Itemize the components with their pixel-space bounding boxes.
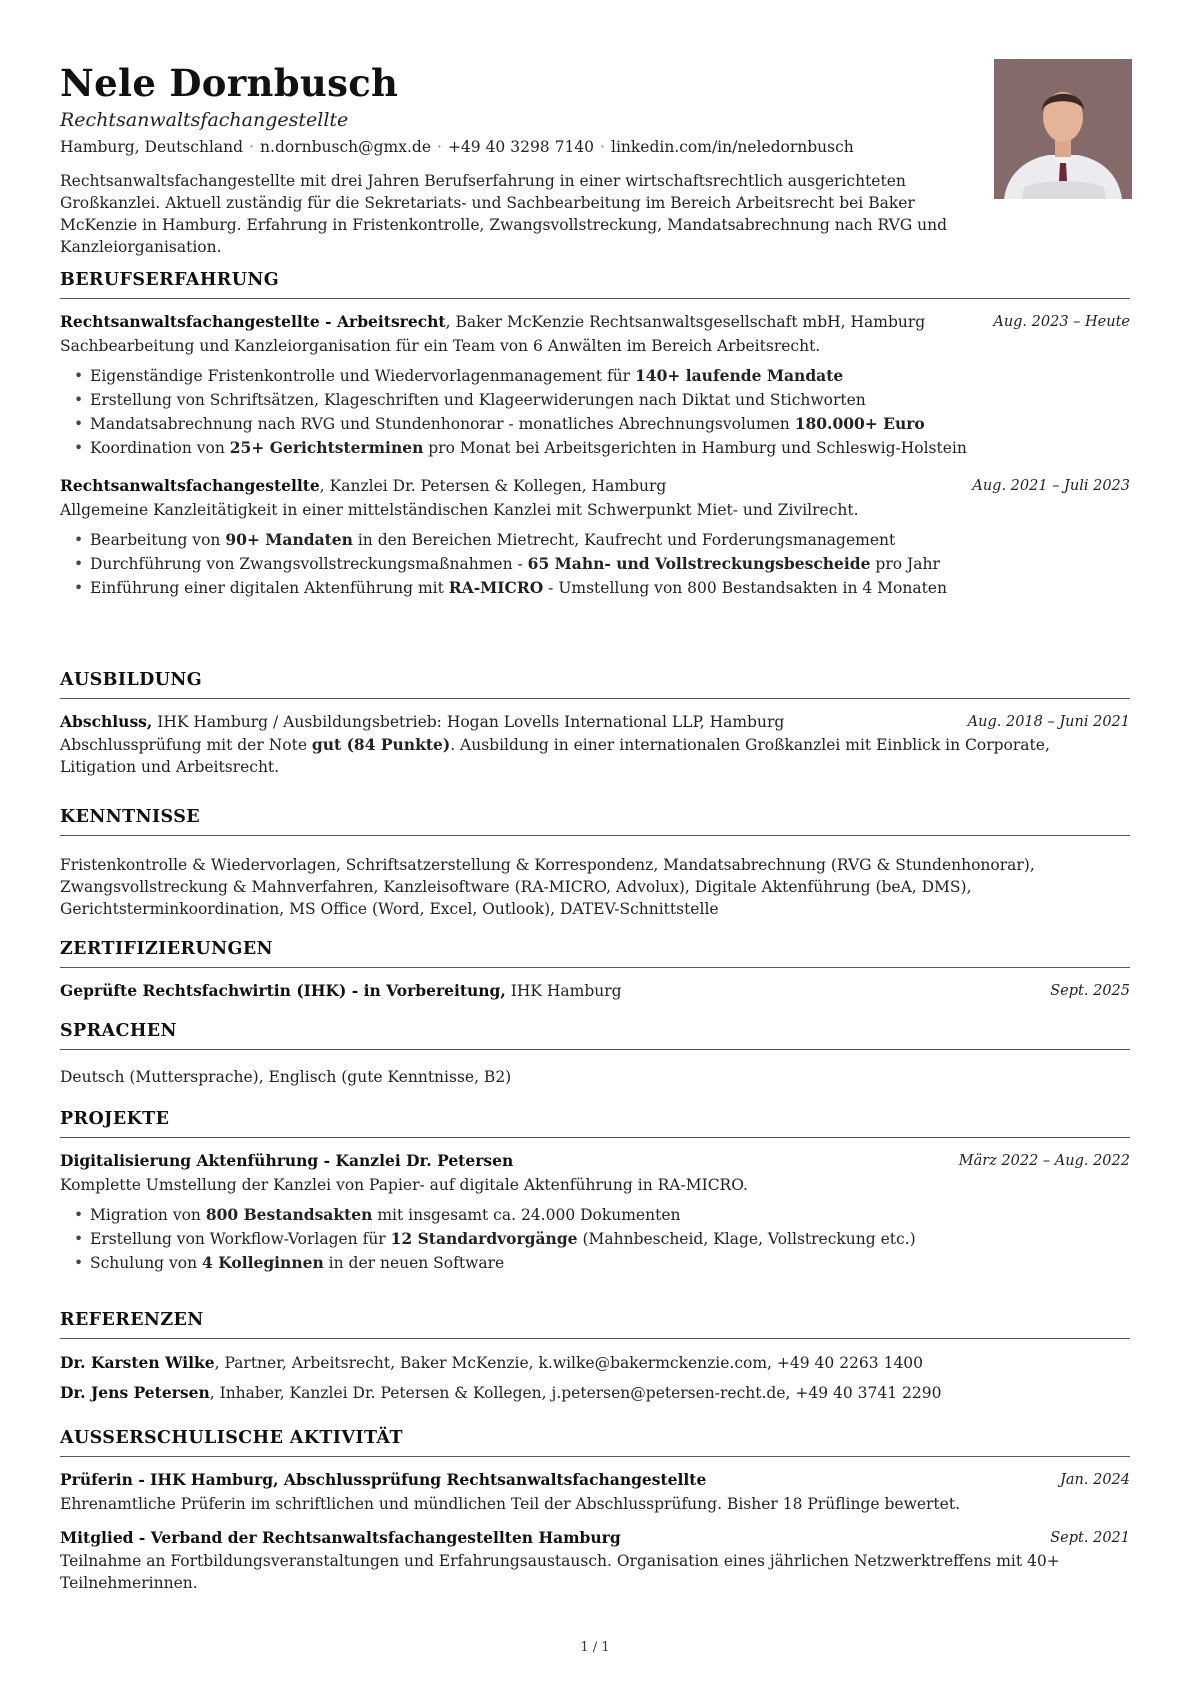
contact-linkedin[interactable]: linkedin.com/in/neledornbusch <box>610 138 854 156</box>
candidate-name: Nele Dornbusch <box>60 61 399 105</box>
job-date: Aug. 2021 – Juli 2023 <box>972 478 1130 494</box>
entry-header <box>60 710 1130 734</box>
job-bullets <box>60 528 1130 600</box>
entry-header <box>60 1526 1130 1550</box>
section-heading: AUSSERSCHULISCHE AKTIVITÄT <box>60 1426 1130 1457</box>
project-title: Digitalisierung Aktenführung - Kanzlei Dr. Petersen <box>60 1151 514 1170</box>
activity-date: Jan. 2024 <box>1060 1472 1130 1488</box>
job-date: Aug. 2023 – Heute <box>993 314 1130 330</box>
profile-photo <box>994 59 1132 199</box>
project-bullets <box>60 1203 1130 1275</box>
education-org: IHK Hamburg / Ausbildungsbetrieb: Hogan Lovells International LLP, Hamburg <box>157 713 785 731</box>
section-references <box>60 1308 1130 1405</box>
activity-role: Prüferin - IHK Hamburg, Abschlussprüfung Rechtsanwaltsfachangestellte <box>60 1470 707 1489</box>
skills-text: Fristenkontrolle & Wiedervorlagen, Schriftsatzerstellung & Korrespondenz, Mandatsabrechnung (RVG & Stundenhonorar), Zwangsvollstreckung & Mahnverfahren, Kanzleisoftware (RA-MICRO, Advolux), Digitale Aktenführung (beA, DMS), Gerichtsterminkoordination, MS Office (Word, Excel, Outlook), DATEV-Schnittstelle <box>60 856 1035 918</box>
section-experience <box>60 268 1130 600</box>
section-projects <box>60 1107 1130 1275</box>
bullet-item: • Migration von 800 Bestandsakten mit insgesamt ca. 24.000 Dokumenten <box>90 1203 1130 1227</box>
job-bullets <box>60 364 1130 460</box>
separator: · <box>437 138 442 156</box>
project-date: März 2022 – Aug. 2022 <box>958 1153 1130 1169</box>
section-activities <box>60 1426 1130 1594</box>
entry-header <box>60 1468 1130 1492</box>
entry-header: Rechtsanwaltsfachangestellte - Arbeitsrecht, Baker McKenzie Rechtsanwaltsgesellschaft mbH, Hamburg Aug. 2023 – Heute <box>60 310 1130 334</box>
certification-name: Geprüfte Rechtsfachwirtin (IHK) - in Vorbereitung, <box>60 981 506 1000</box>
reference-item: Dr. Jens Petersen, Inhaber, Kanzlei Dr. Petersen & Kollegen, j.petersen@petersen-recht.de, +49 40 3741 2290 <box>60 1383 942 1402</box>
section-heading: ZERTIFIZIERUNGEN <box>60 937 1130 968</box>
bullet-item: • Bearbeitung von 90+ Mandaten in den Bereichen Mietrecht, Kaufrecht und Forderungsmanagement <box>90 528 1130 552</box>
section-heading: BERUFSERFAHRUNG <box>60 268 1130 299</box>
section-certifications <box>60 937 1130 1003</box>
job-entry <box>60 310 1130 460</box>
bullet-item: • Mandatsabrechnung nach RVG und Stundenhonorar - monatliches Abrechnungsvolumen 180.000+ Euro <box>90 412 1130 436</box>
bullet-item: • Durchführung von Zwangsvollstreckungsmaßnahmen - 65 Mahn- und Vollstreckungsbescheide pro Jahr <box>90 552 1130 576</box>
entry-header: Rechtsanwaltsfachangestellte, Kanzlei Dr. Petersen & Kollegen, Hamburg Aug. 2021 – Juli 2023 <box>60 474 1130 498</box>
certification-date: Sept. 2025 <box>1050 983 1130 999</box>
contact-phone: +49 40 3298 7140 <box>447 138 595 156</box>
bullet-item: • Erstellung von Schriftsätzen, Klageschriften und Klageerwiderungen nach Diktat und Stichworten <box>90 388 1130 412</box>
job-description: Sachbearbeitung und Kanzleiorganisation für ein Team von 6 Anwälten im Bereich Arbeitsrecht. <box>60 337 821 355</box>
bullet-item: • Koordination von 25+ Gerichtsterminen pro Monat bei Arbeitsgerichten in Hamburg und Schleswig-Holstein <box>90 436 1130 460</box>
languages-text: Deutsch (Muttersprache), Englisch (gute Kenntnisse, B2) <box>60 1068 512 1086</box>
separator: · <box>600 138 605 156</box>
job-entry <box>60 474 1130 600</box>
reference-item: Dr. Karsten Wilke, Partner, Arbeitsrecht, Baker McKenzie, k.wilke@bakermckenzie.com, +49 40 2263 1400 <box>60 1353 924 1372</box>
education-date: Aug. 2018 – Juni 2021 <box>967 714 1130 730</box>
activity-entry <box>60 1468 1130 1516</box>
education-description: Abschlussprüfung mit der Note gut (84 Punkte). Ausbildung in einer internationalen Großkanzlei mit Einblick in Corporate, Litigation und Arbeitsrecht. <box>60 735 1050 776</box>
project-description: Komplette Umstellung der Kanzlei von Papier- auf digitale Aktenführung in RA-MICRO. <box>60 1176 748 1194</box>
bullet-item: • Einführung einer digitalen Aktenführung mit RA-MICRO - Umstellung von 800 Bestandsakten in 4 Monaten <box>90 576 1130 600</box>
separator: · <box>249 138 255 156</box>
section-heading: SPRACHEN <box>60 1019 1130 1050</box>
contact-line <box>60 136 854 158</box>
activity-role: Mitglied - Verband der Rechtsanwaltsfachangestellten Hamburg <box>60 1528 621 1547</box>
bullet-item: • Erstellung von Workflow-Vorlagen für 12 Standardvorgänge (Mahnbescheid, Klage, Vollstreckung etc.) <box>90 1227 1130 1251</box>
bullet-item: • Schulung von 4 Kolleginnen in der neuen Software <box>90 1251 1130 1275</box>
contact-location: Hamburg, Deutschland <box>60 138 244 156</box>
entry-header <box>60 1149 1130 1173</box>
entry-header <box>60 979 1130 1003</box>
activity-entry <box>60 1526 1130 1594</box>
education-entry <box>60 710 1130 778</box>
certification-org: IHK Hamburg <box>510 982 622 1000</box>
page-number: 1 / 1 <box>580 1640 610 1655</box>
education-role: Abschluss, <box>60 712 153 731</box>
certification-entry <box>60 979 1130 1003</box>
activity-description: Teilnahme an Fortbildungsveranstaltungen und Erfahrungsaustausch. Organisation eines jährlichen Netzwerktreffens mit 40+ Teilnehmerinnen. <box>60 1552 1060 1592</box>
contact-email[interactable]: n.dornbusch@gmx.de <box>260 138 431 156</box>
profile-summary: Rechtsanwaltsfachangestellte mit drei Jahren Berufserfahrung in einer wirtschaftsrechtlich ausgerichteten Großkanzlei. Aktuell zuständig für die Sekretariats- und Sachbearbeitung im Bereich Arbeitsrecht bei Baker McKenzie in Hamburg. Erfahrung in Fristenkontrolle, Zwangsvollstreckung, Mandatsabrechnung nach RVG und Kanzleiorganisation. <box>60 172 948 256</box>
section-education <box>60 668 1130 778</box>
bullet-item: • Eigenständige Fristenkontrolle und Wiedervorlagenmanagement für 140+ laufende Mandate <box>90 364 1130 388</box>
activity-date: Sept. 2021 <box>1050 1530 1130 1546</box>
section-heading: KENNTNISSE <box>60 805 1130 836</box>
job-org: Baker McKenzie Rechtsanwaltsgesellschaft mbH, Hamburg <box>455 313 926 331</box>
project-entry <box>60 1149 1130 1275</box>
section-languages <box>60 1019 1130 1088</box>
job-role: Rechtsanwaltsfachangestellte - Arbeitsrecht <box>60 312 446 331</box>
section-skills <box>60 805 1130 920</box>
job-role: Rechtsanwaltsfachangestellte <box>60 476 320 495</box>
job-org: Kanzlei Dr. Petersen & Kollegen, Hamburg <box>329 477 667 495</box>
section-heading: AUSBILDUNG <box>60 668 1130 699</box>
job-description: Allgemeine Kanzleitätigkeit in einer mittelständischen Kanzlei mit Schwerpunkt Miet- und Zivilrecht. <box>60 501 859 519</box>
section-heading: PROJEKTE <box>60 1107 1130 1138</box>
candidate-title: Rechtsanwaltsfachangestellte <box>60 109 349 131</box>
activity-description: Ehrenamtliche Prüferin im schriftlichen und mündlichen Teil der Abschlussprüfung. Bisher 18 Prüflinge bewertet. <box>60 1495 960 1513</box>
person-portrait-icon <box>994 59 1132 199</box>
section-heading: REFERENZEN <box>60 1308 1130 1339</box>
